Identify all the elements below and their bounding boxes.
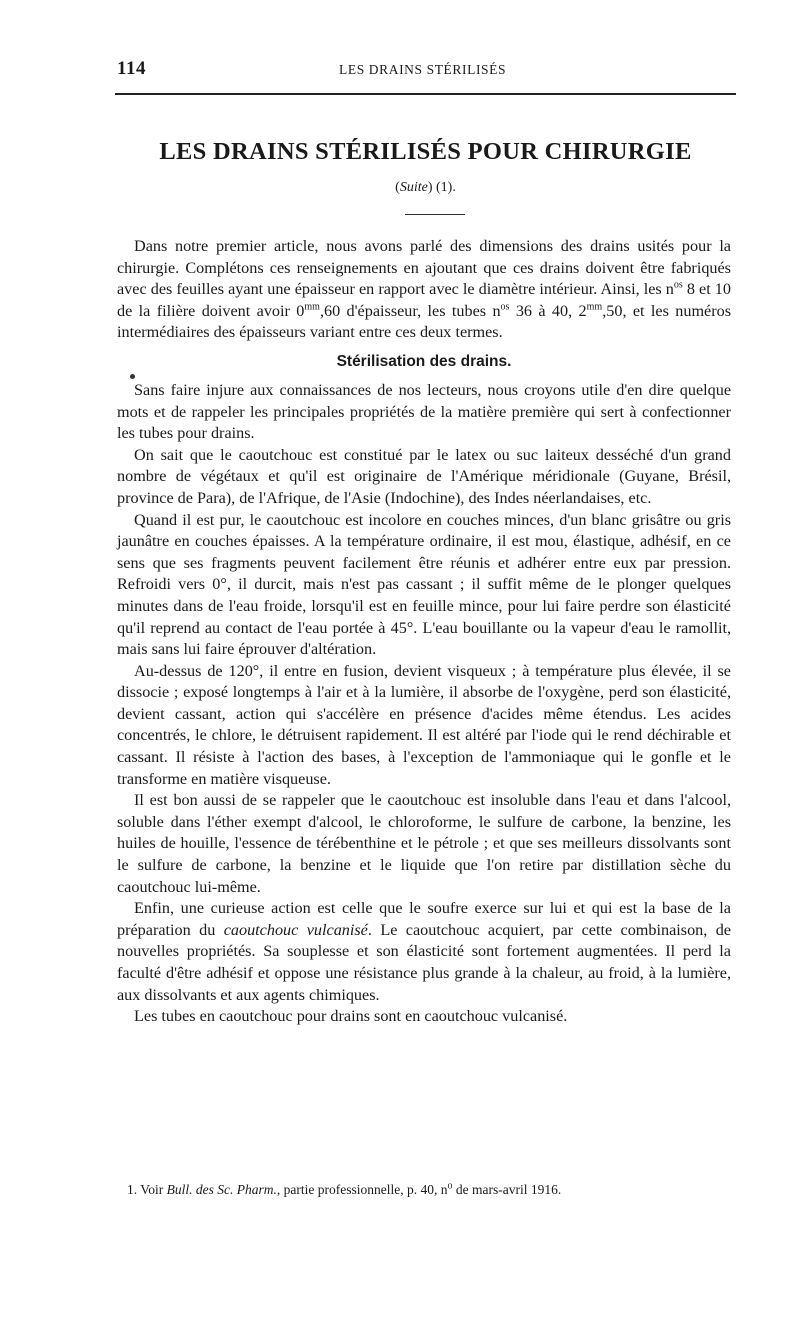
title-rule xyxy=(405,214,465,215)
paragraph-7: Enfin, une curieuse action est celle que le soufre exerce sur lui et qui est la base de la préparation du caoutchouc vulcanisé. Le caoutchouc acquiert, par cette combinaison, de nouvelles propriétés. Sa souplesse et son élasticité sont fortement augmentées. Il perd la faculté d'être adhésif et oppose une résistance plus grande à la chaleur, au froid, à la lumière, aux dissolvants et aux agents chimiques. xyxy=(117,899,731,1004)
header-rule xyxy=(115,93,736,95)
section-heading: Stérilisation des drains. xyxy=(336,352,512,370)
suite-label: Suite xyxy=(399,180,428,195)
paragraph-3: On sait que le caoutchouc est constitué par le latex ou suc laiteux desséché d'un grand nombre de végétaux et qu'il est originaire de l'Amérique méridionale (Guyane, Brésil, province de Para), de l'Afrique, de l'Asie (Indochine), des Indes néerlandaises, etc. xyxy=(117,445,731,507)
page-number: 114 xyxy=(117,58,146,79)
footnote-number: 1. xyxy=(127,1182,138,1197)
suite-note-ref: (1) xyxy=(436,180,453,195)
paragraph-5: Au-dessus de 120°, il entre en fusion, devient visqueux ; à température plus élevée, il se dissocie ; exposé longtemps à l'air et à la lumière, il absorbe de l'oxygène, perd son élasticité, devient cassant, action qui s'accélère en présence d'acides même étendus. Les acides concentrés, le chlore, le détruisent rapidement. Il est altéré par l'iode qui le rend déchirable et cassant. Il résiste à l'action des bases, à l'exception de l'ammoniaque qui le gonfle et le transforme en matière visqueuse. xyxy=(117,661,731,788)
footnote: 1. Voir Bull. des Sc. Pharm., partie professionnelle, p. 40, $n^o$ de mars-avril 1916. xyxy=(127,1180,562,1197)
page-header xyxy=(117,58,737,88)
paragraph-4: Quand il est pur, le caoutchouc est incolore en couches minces, d'un blanc grisâtre ou gris jaunâtre en couches épaisses. A la température ordinaire, il est mou, élastique, adhésif, en ce sens que ses fragments peuvent facilement être réunis et adhérer entre eux par pression. Refroidi vers 0°, il durcit, mais n'est pas cassant ; il suffit même de le plonger quelques minutes dans de l'eau froide, lorsqu'il est en feuille mince, pour lui faire perdre son élasticité qu'il reprend au contact de l'eau portée à 45°. L'eau bouillante ou la vapeur d'eau le ramollit, mais sans lui faire éprouver d'altération. xyxy=(117,510,731,659)
print-speck xyxy=(130,374,135,379)
paragraph-1: Dans notre premier article, nous avons parlé des dimensions des drains usités pour la chirurgie. Complétons ces renseignements en ajoutant que ces drains doivent être fabriqués avec des feuilles ayant une épaisseur en rapport avec le diamètre intérieur. Ainsi, les $n^{os}$ 8 et 10 de la filière doivent avoir $0^{mm},60$ d'épaisseur, les tubes $n^{os}$ 36 à 40, $2^{mm},50$, et les numéros intermédiaires des épaisseurs variant entre ces deux termes. xyxy=(117,237,732,342)
footnote-journal: Bull. des Sc. Pharm. xyxy=(166,1182,277,1197)
paragraph-2: Sans faire injure aux connaissances de nos lecteurs, nous croyons utile d'en dire quelque mots et de rappeler les principales propriétés de la matière première qui sert à confectionner les tubes pour drains. xyxy=(117,380,731,443)
paragraph-6: Il est bon aussi de se rappeler que le caoutchouc est insoluble dans l'eau et dans l'alcool, soluble dans l'éther exempt d'alcool, le chloroforme, le sulfure de carbone, la benzine, les huiles de houille, l'essence de térébenthine et le pétrole ; et que ses meilleurs dissolvants sont le sulfure de carbone, la benzine et le liquide que l'on retire par distillation sèche du caoutchouc lui-même. xyxy=(117,791,731,896)
paragraph-8: Les tubes en caoutchouc pour drains sont en caoutchouc vulcanisé. xyxy=(134,1007,568,1026)
article-title: LES DRAINS STÉRILISÉS POUR CHIRURGIE xyxy=(159,138,692,165)
article-subtitle: (Suite) (1). xyxy=(395,180,456,195)
running-head: LES DRAINS STÉRILISÉS xyxy=(339,62,507,77)
article-body xyxy=(117,236,731,1028)
